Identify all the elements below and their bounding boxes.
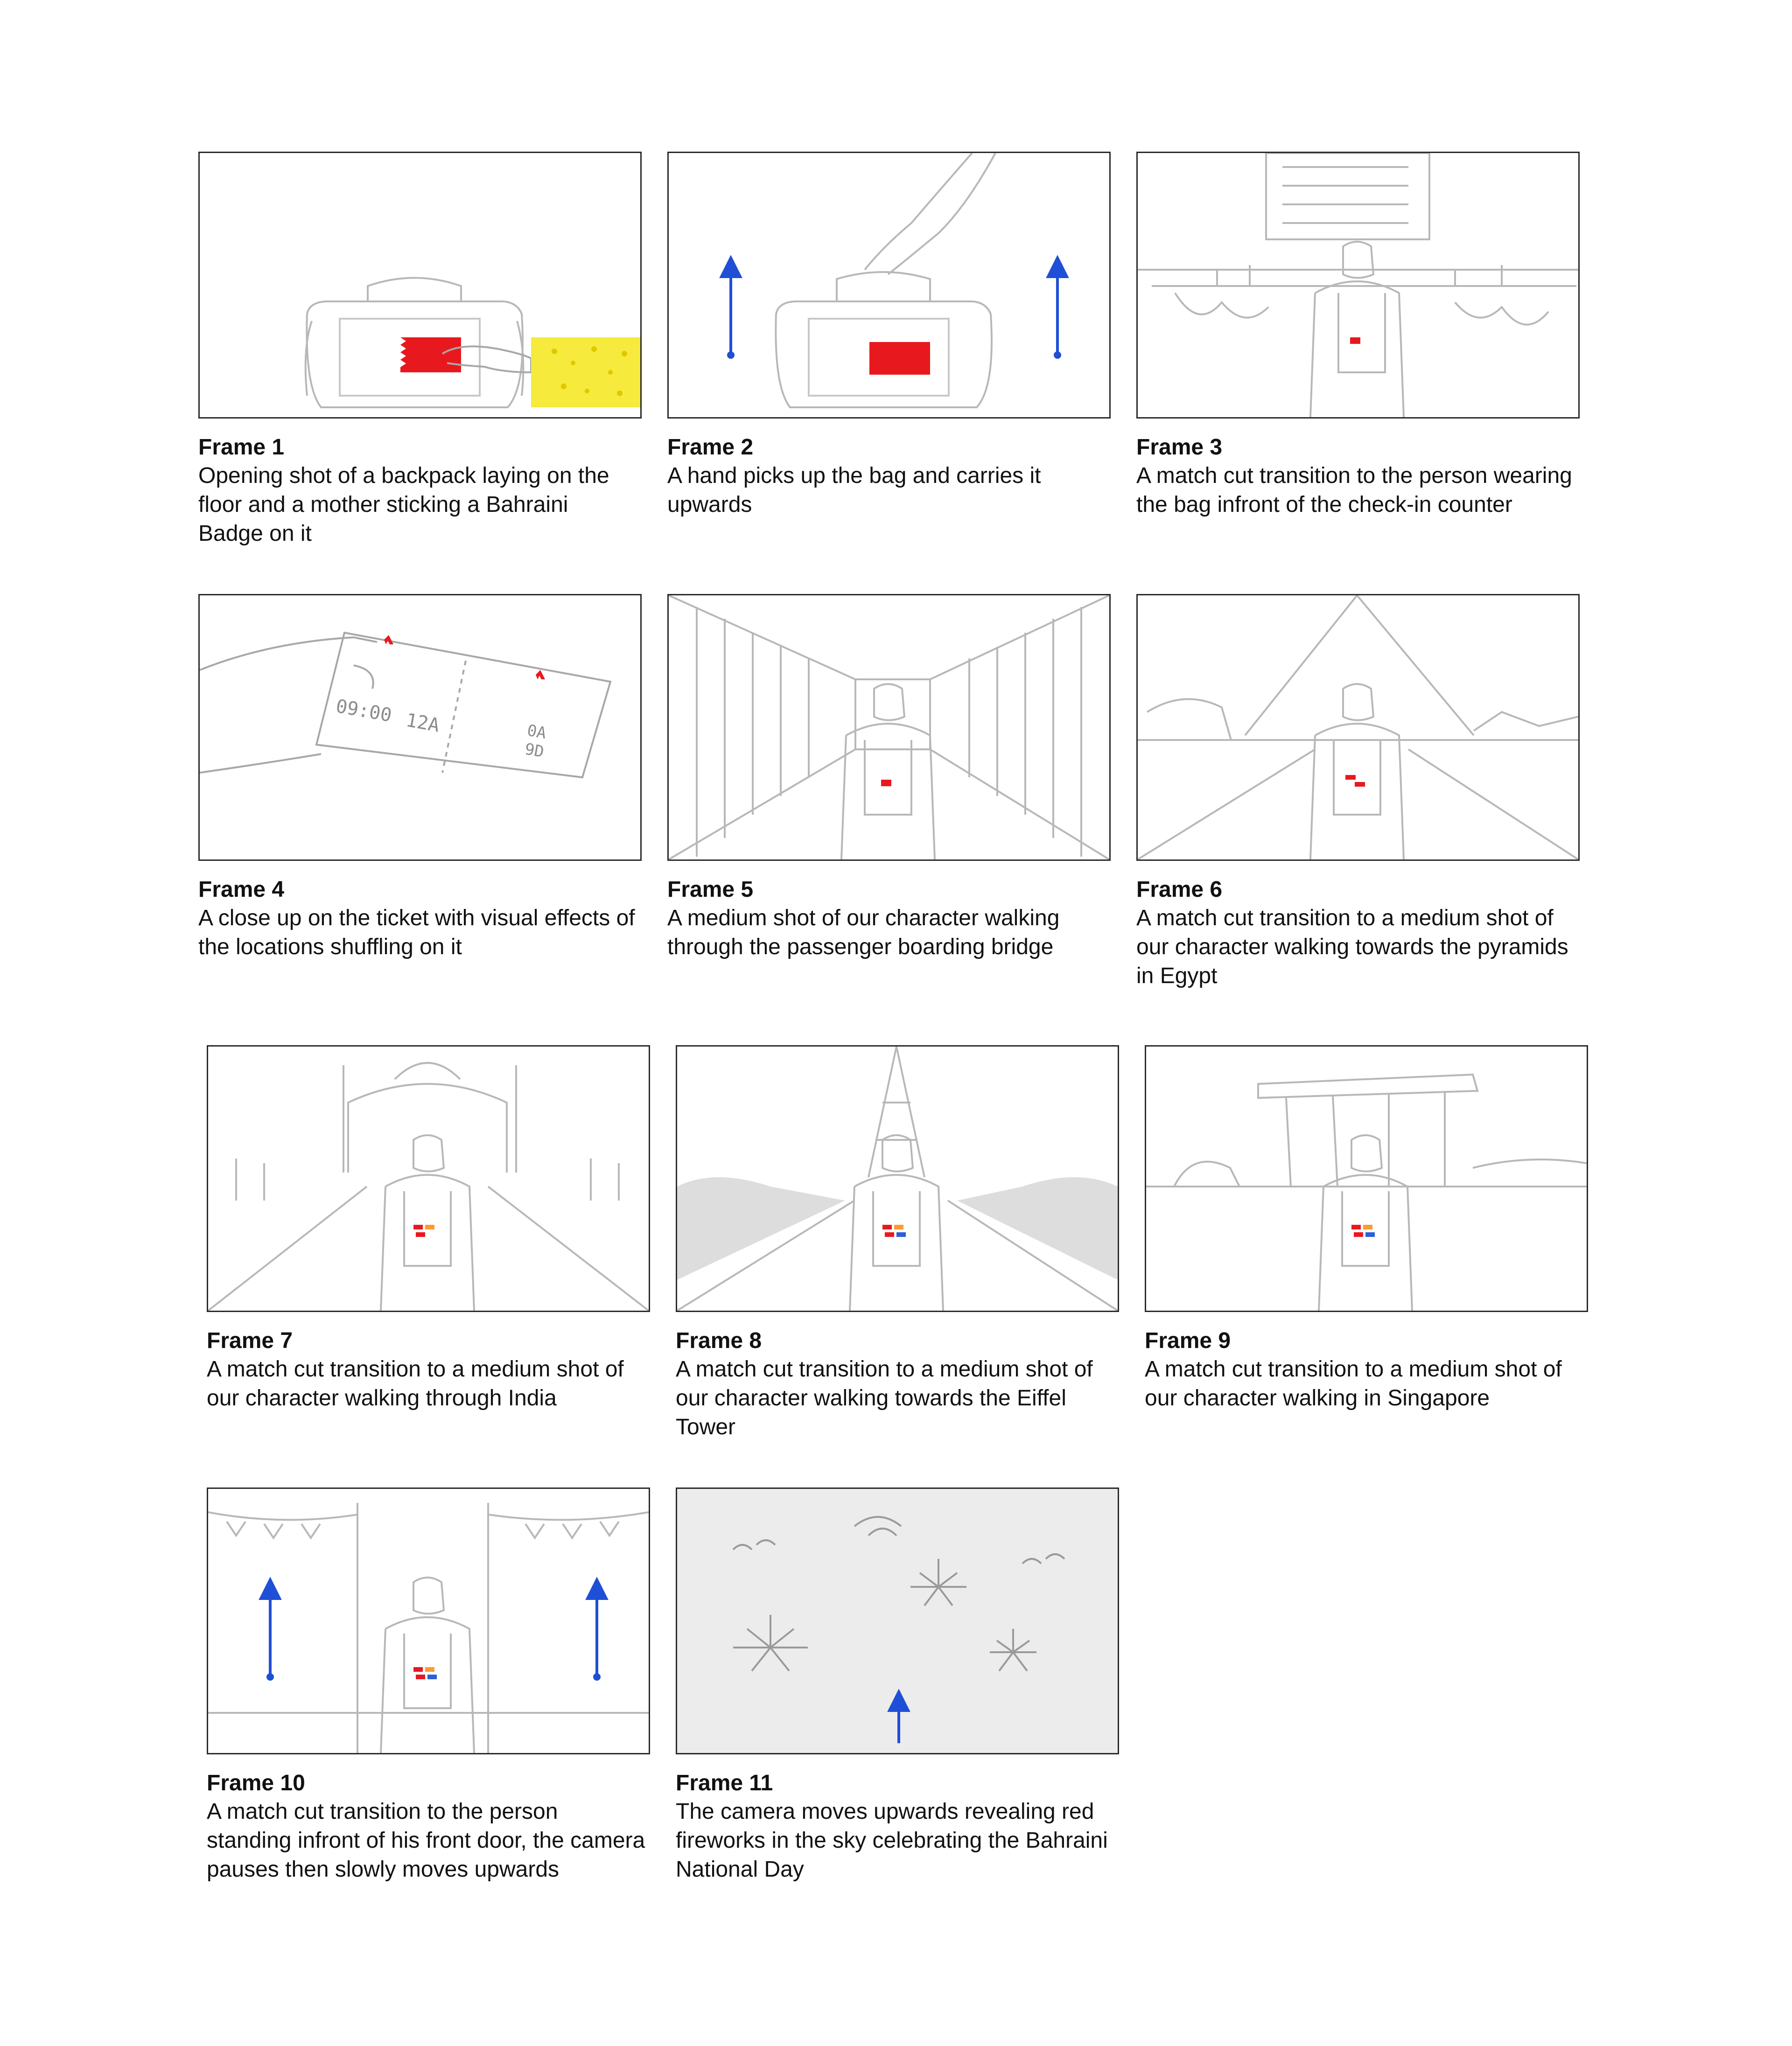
bahraini-badge: [1345, 775, 1356, 780]
frame-8-sketch: [676, 1045, 1119, 1312]
bahraini-badge: [413, 1225, 423, 1229]
ticket-seat: 12A: [404, 709, 441, 737]
storyboard-frame-5: [667, 594, 1111, 962]
frame-title: Frame 10: [207, 1771, 305, 1795]
france-badge: [1365, 1232, 1375, 1237]
storyboard-frame-10: [207, 1487, 650, 1884]
frame-description: A match cut transition to a medium shot of our character walking through India: [207, 1357, 624, 1411]
frame-11-sketch: [676, 1487, 1119, 1754]
frame-10-sketch: [207, 1487, 650, 1754]
storyboard-frame-6: [1136, 594, 1580, 991]
ticket-code-2: 9D: [523, 740, 546, 761]
egypt-badge: [1355, 782, 1365, 787]
frame-description: A medium shot of our character walking through the passenger boarding bridge: [667, 906, 1060, 959]
frame-title: Frame 6: [1136, 877, 1223, 902]
frame-description: Opening shot of a backpack laying on the floor and a mother sticking a Bahraini Badge on it: [198, 463, 609, 546]
front-door-sketch-illustration: [208, 1489, 649, 1753]
frame-title: Frame 9: [1145, 1328, 1231, 1353]
frame-description: A match cut transition to a medium shot of our character walking in Singapore: [1145, 1357, 1562, 1411]
upward-arrow-left-icon: [261, 1580, 280, 1679]
ticket-closeup-sketch-illustration: [200, 595, 640, 859]
storyboard-frame-3: [1136, 152, 1580, 519]
india-badge: [425, 1667, 434, 1672]
bahraini-badge: [1350, 337, 1360, 344]
upward-arrow-left-icon: [721, 258, 740, 357]
taj-mahal-sketch-illustration: [208, 1047, 649, 1311]
storyboard-frame-7: [207, 1045, 650, 1413]
frame-description: A match cut transition to a medium shot of our character walking towards the pyramids in Egypt: [1136, 906, 1568, 988]
frame-description: A hand picks up the bag and carries it upwards: [667, 463, 1041, 517]
egypt-badge: [416, 1675, 425, 1679]
frame-title: Frame 2: [667, 435, 754, 460]
frame-5-sketch: [667, 594, 1111, 861]
france-badge: [427, 1675, 437, 1679]
check-in-counter-sketch-illustration: [1138, 153, 1578, 417]
frame-description: A match cut transition to a medium shot of our character walking towards the Eiffel Tower: [676, 1357, 1093, 1439]
fireworks-sketch-illustration: [677, 1489, 1118, 1753]
frame-title: Frame 3: [1136, 435, 1223, 460]
singapore-sketch-illustration: [1146, 1047, 1587, 1311]
boarding-bridge-sketch-illustration: [669, 595, 1109, 859]
eiffel-tower-sketch-illustration: [677, 1047, 1118, 1311]
egypt-badge: [416, 1232, 425, 1237]
frame-6-sketch: [1136, 594, 1580, 861]
frame-4-sketch: [198, 594, 642, 861]
bahraini-badge: [869, 342, 930, 375]
ticket-code-1: 0A: [525, 721, 548, 743]
frame-description: A match cut transition to the person standing infront of his front door, the camera pauses then slowly moves upwards: [207, 1799, 645, 1882]
airline-logo-icon: [384, 635, 545, 679]
india-badge: [425, 1225, 434, 1229]
storyboard-frame-2: [667, 152, 1111, 519]
india-badge: [894, 1225, 903, 1229]
bahraini-badge: [413, 1667, 423, 1672]
frame-description: A close up on the ticket with visual effects of the locations shuffling on it: [198, 906, 635, 959]
frame-title: Frame 5: [667, 877, 754, 902]
frame-3-sketch: [1136, 152, 1580, 419]
backpack-sketch-illustration: [200, 153, 640, 417]
storyboard-frame-9: [1145, 1045, 1588, 1413]
frame-9-sketch: [1145, 1045, 1588, 1312]
pyramids-sketch-illustration: [1138, 595, 1578, 859]
upward-arrow-right-icon: [588, 1580, 606, 1679]
egypt-badge: [1354, 1232, 1363, 1237]
storyboard-frame-4: [198, 594, 642, 962]
bag-lift-sketch-illustration: [669, 153, 1109, 417]
storyboard-frame-1: [198, 152, 642, 548]
bahraini-badge: [1351, 1225, 1361, 1229]
frame-title: Frame 11: [676, 1771, 773, 1795]
frame-1-sketch: [198, 152, 642, 419]
frame-description: The camera moves upwards revealing red fireworks in the sky celebrating the Bahraini National Day: [676, 1799, 1108, 1882]
france-badge: [896, 1232, 906, 1237]
frame-description: A match cut transition to the person wearing the bag infront of the check-in counter: [1136, 463, 1572, 517]
storyboard-frame-11: [676, 1487, 1119, 1884]
frame-title: Frame 7: [207, 1328, 293, 1353]
storyboard-frame-8: [676, 1045, 1119, 1442]
bahraini-badge: [882, 1225, 892, 1229]
india-badge: [1363, 1225, 1372, 1229]
bahraini-badge: [881, 780, 891, 786]
bahraini-badge: [400, 337, 461, 372]
frame-title: Frame 4: [198, 877, 285, 902]
egypt-badge: [885, 1232, 894, 1237]
upward-arrow-right-icon: [1048, 258, 1067, 357]
ticket-time: 09:00: [334, 695, 393, 726]
frame-title: Frame 1: [198, 435, 285, 460]
frame-7-sketch: [207, 1045, 650, 1312]
frame-2-sketch: [667, 152, 1111, 419]
frame-title: Frame 8: [676, 1328, 762, 1353]
sleeve: [531, 337, 640, 407]
